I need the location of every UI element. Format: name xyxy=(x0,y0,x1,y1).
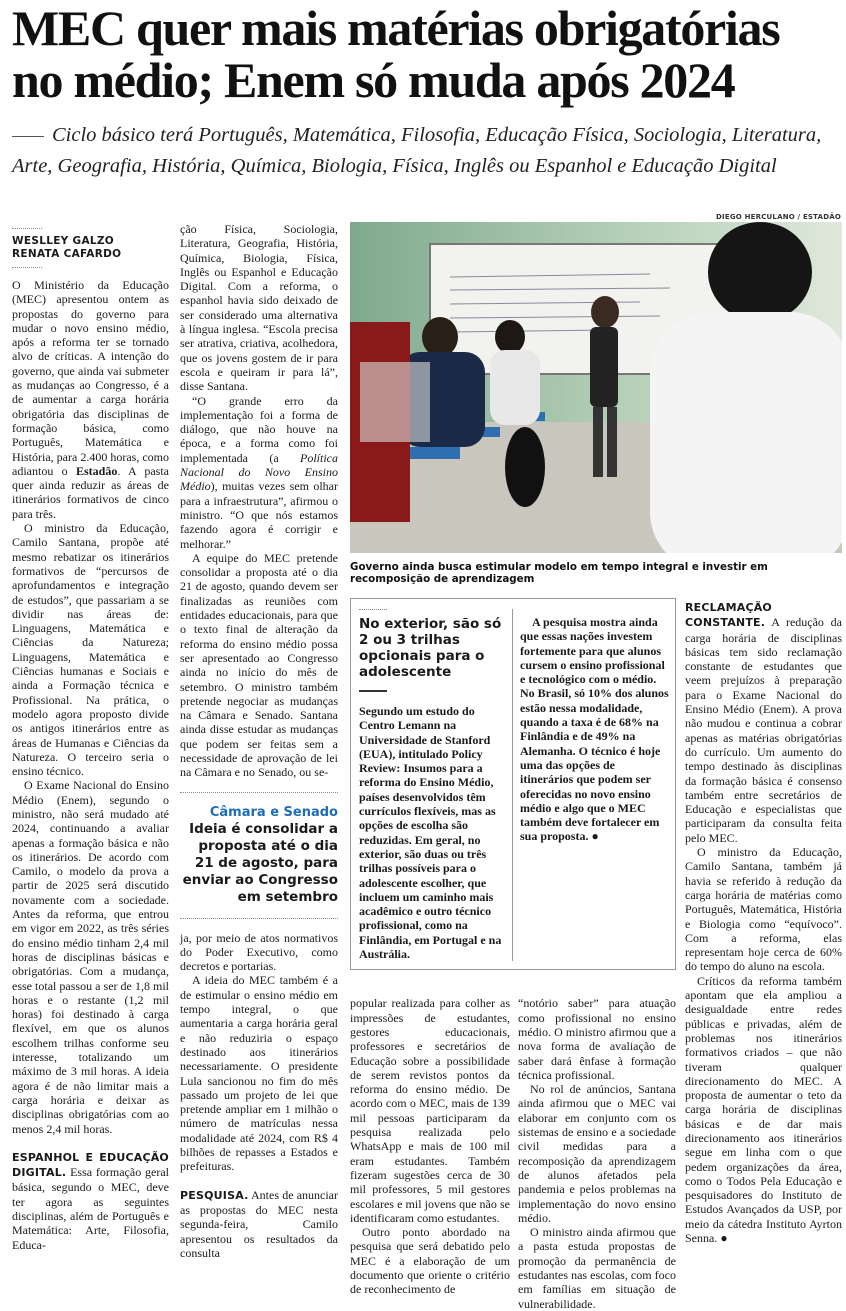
divider xyxy=(12,228,42,229)
box-column-1 xyxy=(351,609,513,961)
paragraph: A equipe do MEC pretende consolidar a proposta até o dia 21 de agosto, quando devem ser finalizadas as reuniões com entidades educacionais, para que o texto final de alteração da reforma do ensino médio possa ser apresentado ao Congresso ainda no início do mês de setembro. O ministro também pretende negociar as mudanças na Câmara e Senado. Santana ainda disse estudar as mudanças que podem ser feitas sem a necessidade de aprovação de lei na Câmara e no Senado, ou se- xyxy=(180,550,338,780)
text: “O grande erro da implementação foi a forma de diálogo, que não houve na época, e a forma como foi implementada (a xyxy=(180,393,338,465)
paragraph: Críticos da reforma também apontam que ela ampliou a desigualdade entre redes públicas e privadas, além de problemas nos itinerários formativos criados – que não tiveram qualquer direcionamento do MEC. A proposta de aumentar o teto da carga horária de disciplinas básicas e de dar mais direcionamento aos itinerários segue em linha com o que pedem organizações da área, como o Todos Pela Educação e pesquisadores do Instituto de Estudos Avançados da USP, por meio da cátedra Instituto Ayrton Senna. ● xyxy=(685,973,842,1246)
subtitle xyxy=(12,120,842,182)
section-paragraph xyxy=(180,1188,338,1260)
paragraph: A ideia do MEC também é a de estimular o ensino médio em tempo integral, o que aumentaria a carga horária geral e não reduziria o espaço destinado aos itinerários necessariamente. O presidente Lula sancionou no fim do mês passado um projeto de lei que pretende ampliar em 1 milhão o número de matrículas nessa modalidade até 2024, com R$ 4 bilhões de repasses a Estados e prefeituras. xyxy=(180,973,338,1174)
headline-line-2: no médio; Enem só muda após 2024 xyxy=(12,52,735,108)
text: Antes de anunciar as propostas do MEC nesta segunda-feira, Camilo apresentou os resultados da consulta xyxy=(180,1187,338,1260)
column-3-bottom xyxy=(350,996,510,1311)
divider xyxy=(180,918,338,919)
author-name: WESLLEY GALZO xyxy=(12,235,115,247)
photo-caption: Governo ainda busca estimular modelo em tempo integral e investir em recomposição de aprendizagem xyxy=(350,561,768,585)
sidebar-box xyxy=(350,598,676,970)
photo-credit: DIEGO HERCULANO / ESTADÃO xyxy=(716,213,841,221)
divider xyxy=(12,267,42,268)
divider xyxy=(359,609,387,610)
box-title: No exterior, são só 2 ou 3 trilhas opcionais para o adolescente xyxy=(359,616,502,680)
section-heading: PESQUISA. xyxy=(180,1188,249,1202)
section-heading: RECLAMAÇÃO CONSTANTE. xyxy=(685,601,772,630)
box-column-2 xyxy=(513,609,675,961)
pull-quote-text: Ideia é consolidar a proposta até o dia 21 de agosto, para enviar ao Congresso em setembro xyxy=(182,820,338,905)
headline-line-1: MEC quer mais matérias obrigatórias xyxy=(12,0,780,56)
text: ), muitas vezes sem olhar para a infraestrutura”, afirmou o ministro. “O que nós estamos fazendo agora é corrigir e melhorar.” xyxy=(180,479,338,551)
pull-quote-kicker: Câmara e Senado xyxy=(209,804,338,820)
classroom-photo xyxy=(350,222,842,553)
byline xyxy=(12,235,169,261)
section-heading: ESPANHOL E EDUCAÇÃO DIGITAL. xyxy=(12,1150,169,1180)
column-2 xyxy=(180,222,338,1260)
headline xyxy=(12,2,842,106)
paragraph: O ministro da Educação, Camilo Santana, propõe até mesmo rebatizar os itinerários formativos de “percursos de aprofundamentos e integração de estudos”, que passariam a se dividir nas áreas de: Linguagens, Matemática e Ciências da Natureza; Linguagens, Matemática e Ciências humanas e Sociais e ainda a Formação técnica e Profissional. Na prática, o modelo agora proposto divide os antigos itinerários entre as áreas de Humanas e Ciências da Natureza. O terceiro seria o ensino técnico. xyxy=(12,521,169,779)
paragraph xyxy=(180,394,338,551)
lower-columns xyxy=(350,996,676,1311)
text: Essa formação geral básica, segundo o MEC, deve ter agora as seguintes disciplinas, além de Português e Matemática: Arte, Filosofia, Educa- xyxy=(12,1165,169,1252)
paragraph xyxy=(12,278,169,521)
middle-area xyxy=(350,598,676,1311)
paragraph: “notório saber” para atuação como profissional no ensino médio. O ministro afirmou que a nova forma de avaliação de saber dará ênfase à formação técnica profissional. xyxy=(518,996,676,1082)
subtitle-text: Ciclo básico terá Português, Matemática, Filosofia, Educação Física, Sociologia, Literatura, Arte, Geografia, História, Química, Biologia, Física, Inglês ou Espanhol e Educação Digital xyxy=(12,124,822,177)
subtitle-dash xyxy=(12,136,44,137)
pull-quote xyxy=(180,792,338,919)
box-paragraph: Segundo um estudo do Centro Lemann na Universidade de Stanford (EUA), intitulado Policy Review: Insumos para a reforma do Ensino Médio, países desenvolvidos têm currículos flexíveis, mas as opções de escolha são reduzidas. Em geral, no exterior, são duas ou três trilhas possíveis para o adolescente escolher, que incluem um caminho mais acadêmico e outro técnico profissional, como na Finlândia, em Portugal e na Austrália. xyxy=(359,704,502,962)
policy-name: Política Nacional do Novo Ensino Médio xyxy=(180,450,338,494)
paragraph: Outro ponto abordado na pesquisa que será debatido pelo MEC é a elaboração de um documento que oriente o critério de reconhecimento de xyxy=(350,1225,510,1297)
text: . A pasta quer ainda reduzir as áreas de itinerários formativos de cinco para três. xyxy=(12,463,169,521)
divider xyxy=(180,792,338,793)
section-paragraph xyxy=(685,600,842,845)
paragraph: O ministro da Educação, Camilo Santana, também já havia se referido à redução da carga horária de matérias como Português, Matemática, História e Biologia como “equívoco”. Com a reforma, elas representam hoje cerca de 60% do tempo do aluno na escola. xyxy=(685,845,842,974)
newspaper-name: Estadão xyxy=(75,463,118,478)
section-paragraph xyxy=(12,1150,169,1252)
column-1 xyxy=(12,228,169,1252)
paragraph: No rol de anúncios, Santana ainda afirmou que o MEC vai elaborar em conjunto com os sistemas de ensino e a sociedade civil medidas para a recomposição da aprendizagem de alunos afetados pela pandemia e pelos problemas na implementação do novo ensino médio. xyxy=(518,1082,676,1225)
paragraph: ja, por meio de atos normativos do Poder Executivo, como decretos e portarias. xyxy=(180,930,338,974)
text: A redução da carga horária de disciplinas básicas tem sido reclamação constante de estudantes que veem prejuízos à preparação para o Exame Nacional do Ensino Médio (Enem). A prova não mudou e continua a cobrar apenas as matérias obrigatórias do currículo. Um aumento do tempo destinado às disciplinas da formação básica é consenso também entre secretários de Educação e especialistas que participaram da consulta feita pelo MEC. xyxy=(685,615,842,845)
author-name: RENATA CAFARDO xyxy=(12,248,122,260)
paragraph: O ministro ainda afirmou que a pasta estuda propostas de promoção da permanência de estudantes nas escolas, com foco em famílias em situação de vulnerabilidade. xyxy=(518,1225,676,1311)
paragraph: O Exame Nacional do Ensino Médio (Enem), segundo o ministro, não será mudado até 2024, continuando a avaliar apenas a formação básica e não os itinerários. De acordo com Camilo, o modelo da prova a partir de 2025 será discutido novamente com a sociedade. Antes da reforma, que entrou em vigor em 2022, as três séries do ensino médio tinham 2,4 mil horas de disciplinas básicas e obrigatórias. Com a mudança, esse total passou a ser de 1,8 mil horas e o restante (1,2 mil horas) foi destinado à carga flexível, em que os alunos escolhem trilhas conforme seu interesse, totalizando um máximo de 3 mil horas. A ideia agora é de não limitar mais a carga horária e deixar as disciplinas obrigatórias com ao menos 2,4 mil horas. xyxy=(12,778,169,1136)
photo-image xyxy=(350,222,842,553)
paragraph: popular realizada para colher as impressões de estudantes, gestores educacionais, professores e secretários de Educação sobre a possibilidade de serem revistos pontos da reforma do ensino médio. De acordo com o MEC, mais de 139 mil pessoas participaram da pesquisa realizada pelo WhatsApp e mais de 100 mil eram estudantes. Também fizeram sugestões cerca de 30 mil professores, 5 mil gestores escolares e mil jovens que não se identificaram como estudantes. xyxy=(350,996,510,1225)
title-rule xyxy=(359,690,387,692)
text: O Ministério da Educação (MEC) apresentou ontem as propostas do governo para mudar o novo ensino médio, após a reforma ter se tornado alvo de críticas. A intenção do governo, que ainda vai submeter as mudanças ao Congresso, é a de aumentar a carga horária obrigatória das disciplinas de formação básica, como Português, Matemática e História, para 2.400 horas, como adiantou o xyxy=(12,278,169,478)
column-4-bottom xyxy=(518,996,676,1311)
box-paragraph: A pesquisa mostra ainda que essas nações investem fortemente para que alunos cursem o ensino profissional e tecnológico com o médio. No Brasil, só 10% dos alunos estão nessa modalidade, quando a taxa é de 68% na Finlândia e de 49% na Alemanha. O técnico é hoje uma das opções de itinerários que podem ser oferecidas no novo ensino médio e algo que o MEC também deve fortalecer em sua proposta. ● xyxy=(520,615,669,844)
column-5 xyxy=(685,600,842,1245)
paragraph: ção Física, Sociologia, Literatura, Geografia, História, Química, Biologia, Física, Inglês ou Espanhol e Educação Digital. Com a reforma, o espanhol havia sido deixado de ser considerado uma alternativa à língua inglesa. “Escola precisa ser atrativa, criativa, acolhedora, que os jovens gostem de ir para escola e queiram ir para lá”, disse Santana. xyxy=(180,222,338,394)
